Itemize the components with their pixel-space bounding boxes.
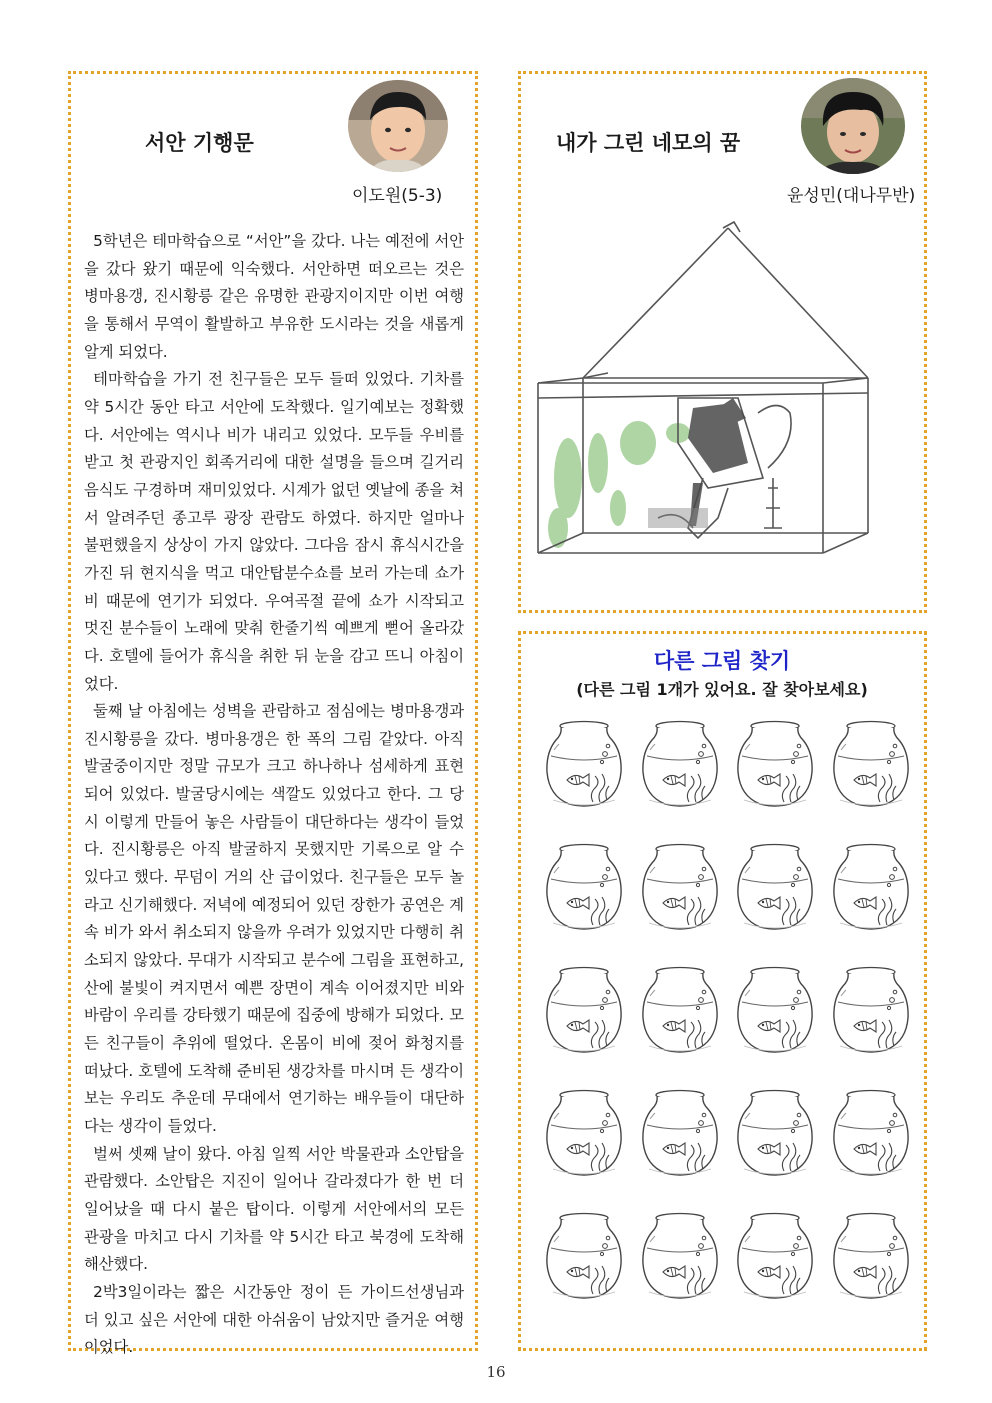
fishbowl-image[interactable] (641, 843, 719, 931)
left-article-title: 서안 기행문 (145, 131, 254, 155)
fishbowl-image[interactable] (641, 966, 719, 1054)
fishbowl-image[interactable] (832, 1212, 910, 1300)
pencil-drawing (528, 208, 918, 608)
fishbowl-image[interactable] (641, 720, 719, 808)
right-author-photo (801, 78, 905, 174)
fishbowl-image[interactable] (545, 966, 623, 1054)
drawing-article-author: 윤성민(대나무반) (787, 186, 916, 206)
essay-paragraph: 벌써 셋째 날이 왔다. 아침 일찍 서안 박물관과 소안탑을 관람했다. 소안탑은 지진이 일어나 갈라졌다가 한 번 더 일어났을 때 다시 붙은 탑이다. 이렇게 서안에서의 모든 관광을 마치고 다시 기차를 약 5시간 타고 북경에 도착해 해산했다. (84, 1144, 464, 1274)
drawing-article-title: 내가 그린 네모의 꿈 (556, 131, 741, 155)
fishbowl-image[interactable] (736, 843, 814, 931)
essay-paragraph: 테마학습을 가기 전 친구들은 모두 들떠 있었다. 기차를 약 5시간 동안 타고 서안에 도착했다. 일기예보는 정확했다. 서안에는 역시나 비가 내리고 있었다. 모두들 우비를 받고 첫 관광지인 회족거리에 대한 설명을 들으며 길거리 음식도 구경하며 재미있었다. 시계가 없던 옛날에 종을 쳐서 알려주던 종고루 광장 관람도 하였다. 하지만 얼마나 불편했을지 상상이 가지 않았다. 그다음 잠시 휴식시간을 가진 뒤 현지식을 먹고 대안탑분수쇼를 보러 가는데 쇼가 비 때문에 연기가 되었다. 우여곡절 끝에 쇼가 시작되고 멋진 분수들이 노래에 맞춰 한줄기씩 예쁘게 뻗어 올라갔다. 호텔에 들어가 휴식을 취한 뒤 눈을 감고 뜨니 아침이었다. (84, 370, 464, 693)
fishbowl-image[interactable] (832, 966, 910, 1054)
fishbowl-image[interactable] (736, 1089, 814, 1177)
essay-paragraph: 둘째 날 아침에는 성벽을 관람하고 점심에는 병마용갱과 진시황릉을 갔다. 병마용갱은 한 폭의 그림 같았다. 아직 발굴중이지만 정말 규모가 크고 하나하나 섬세하게 표현되어 있었다. 발굴당시에는 색깔도 있었다고 한다. 그 당시 이렇게 만들어 놓은 사람들이 대단하다는 생각이 들었다. 진시황릉은 아직 발굴하지 못했지만 기록으로 알 수 있다고 했다. 무덤이 거의 산 급이었다. 친구들은 모두 놀라고 신기해했다. 저녁에 예정되어 있던 장한가 공연은 계속 비가 와서 취소되지 않을까 우려가 있었지만 다행히 취소되지 않았다. 무대가 시작되고 분수에 그림을 표현하고, 산에 불빛이 켜지면서 예쁜 장면이 계속 이어졌지만 비와 바람이 우리를 강타했기 때문에 집중에 방해가 되었다. 모든 친구들이 추위에 떨었다. 온몸이 비에 젖어 화청지를 떠났다. 호텔에 도착해 준비된 생강차를 마시며 든 생각이 보는 우리도 추운데 무대에서 연기하는 배우들이 대단하다는 생각이 들었다. (84, 702, 464, 1135)
fishbowl-image[interactable] (545, 720, 623, 808)
fishbowl-image[interactable] (545, 1212, 623, 1300)
essay-body (84, 228, 464, 1362)
puzzle-title: 다른 그림 찾기 (653, 649, 791, 673)
fishbowl-image[interactable] (832, 720, 910, 808)
fishbowl-image[interactable] (736, 966, 814, 1054)
essay-paragraph: 2박3일이라는 짧은 시간동안 정이 든 가이드선생님과 더 있고 싶은 서안에 대한 아쉬움이 남았지만 즐거운 여행이었다. (84, 1282, 464, 1357)
puzzle-subtitle: (다른 그림 1개가 있어요. 잘 찾아보세요) (576, 680, 868, 699)
essay-paragraph: 5학년은 테마학습으로 “서안”을 갔다. 나는 예전에 서안을 갔다 왔기 때문에 익숙했다. 서안하면 떠오르는 것은 병마용갱, 진시황릉 같은 유명한 관광지이지만 이번 여행을 통해서 무역이 활발하고 부유한 도시라는 것을 새롭게 알게 되었다. (84, 232, 464, 361)
page-number: 16 (486, 1363, 506, 1381)
fishbowl-image[interactable] (641, 1212, 719, 1300)
left-article-author: 이도원(5-3) (352, 186, 443, 206)
fishbowl-image[interactable] (545, 1089, 623, 1177)
fishbowl-image[interactable] (641, 1089, 719, 1177)
left-author-photo (348, 80, 448, 172)
fishbowl-image[interactable] (736, 720, 814, 808)
fishbowl-image[interactable] (736, 1212, 814, 1300)
fishbowl-image[interactable] (832, 1089, 910, 1177)
fishbowl-image[interactable] (545, 843, 623, 931)
fishbowl-image[interactable] (832, 843, 910, 931)
